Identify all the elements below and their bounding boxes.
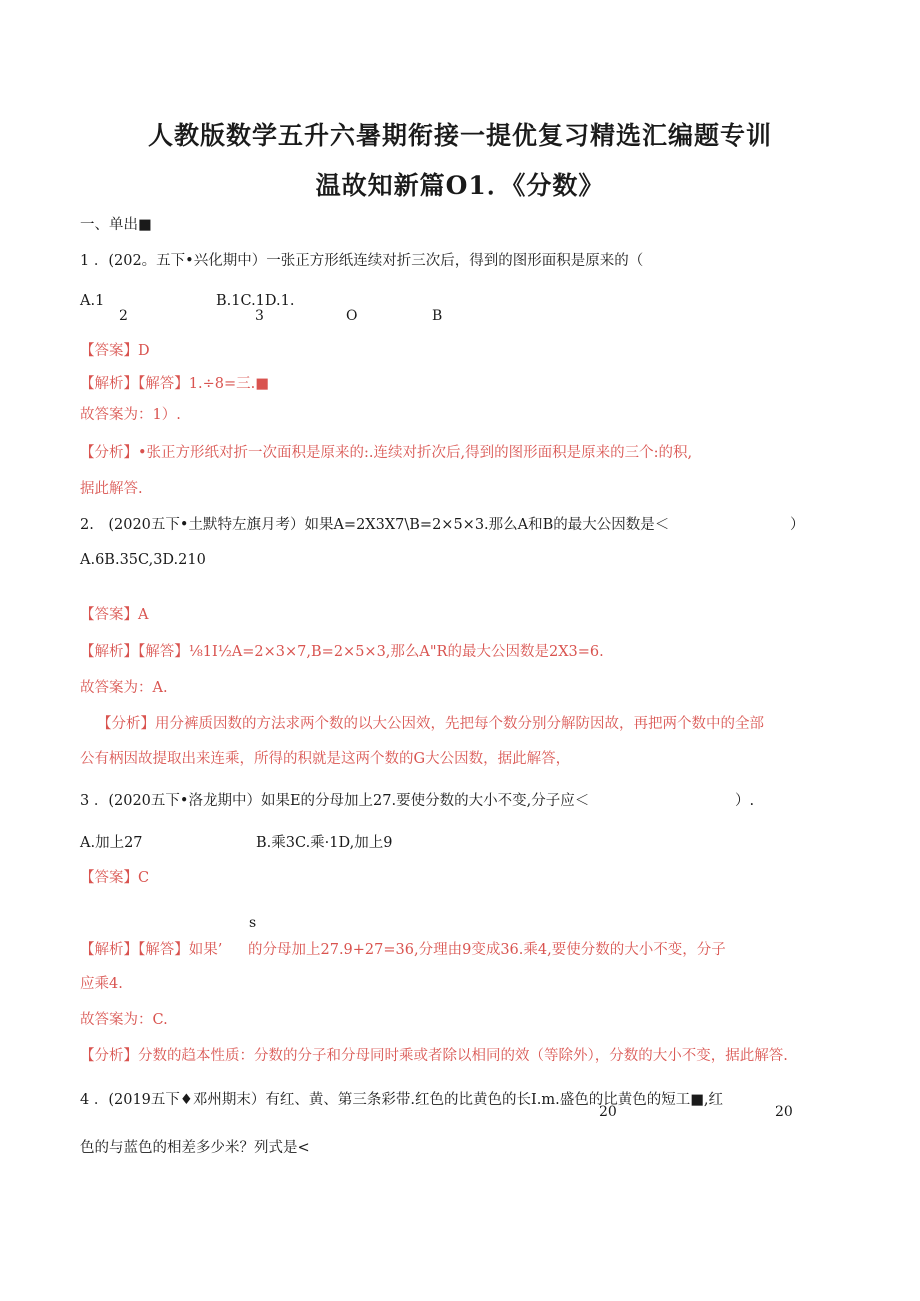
conclusion: 故答案为：C.	[80, 1012, 168, 1028]
answer-line	[80, 339, 150, 360]
fenxi-tag: 【分析】	[80, 1048, 138, 1064]
answer-line	[80, 866, 149, 887]
answer-tag: 【答案】	[80, 870, 138, 886]
option-a: A.加上27	[80, 835, 143, 851]
analysis-text: 1.÷8=三.■	[188, 376, 269, 392]
answer-value: D	[138, 343, 150, 359]
fenxi-text: 用分裤质因数的方法求两个数的以大公因效，先把每个数分别分解防因故，再把两个数中的全部	[155, 716, 764, 732]
question-stem: 4 ．(2019五下♦邓州期末）有红、黄、第三条彩带.红色的比黄色的长I.m.盛色的比黄色的短工■,红	[80, 1092, 724, 1108]
fenxi-line	[80, 1044, 788, 1065]
options-bcd: B.1C.1D.1.	[216, 293, 295, 309]
analysis-line	[80, 640, 604, 661]
options-bcd: B.乘3C.乘·1D,加上9	[256, 835, 393, 851]
section-heading: 一、单出■	[80, 217, 152, 233]
analysis-text-2: 的分母加上27.9+27=36,分理由9变成36.乘4,要使分数的大小不变，分子	[248, 942, 726, 958]
analysis-tag: 【解析】【解答】	[80, 644, 189, 660]
question-stem: 3 ．(2020五下•洛龙期中）如果E的分母加上27.要使分数的大小不变,分子应＜	[80, 793, 590, 809]
fraction-denominator: 20	[775, 1104, 793, 1120]
page-title: 人教版数学五升六暑期衔接一提优复习精选汇编题专训	[147, 121, 772, 150]
conclusion: 故答案为：A.	[80, 680, 168, 696]
answer-value: A	[138, 607, 149, 623]
answer-line	[80, 603, 148, 624]
fraction-denominator: 20	[599, 1104, 617, 1120]
question-stem-end: ）	[790, 517, 805, 533]
option-a: A.1	[80, 293, 105, 309]
fenxi-line	[97, 712, 764, 733]
question-stem: 1 ．(202。五下•兴化期中）一张正方形纸连续对折三次后，得到的图形面积是原来的（	[80, 253, 644, 269]
answer-tag: 【答案】	[80, 343, 138, 359]
page-subtitle: 温故知新篇O1．《分数》	[315, 171, 605, 200]
analysis-text-3: 应乘4.	[80, 976, 123, 992]
fenxi-line-2: 据此解答.	[80, 481, 143, 497]
fraction-denominator: B	[432, 308, 443, 324]
fenxi-tag: 【分析】	[80, 445, 138, 461]
answer-tag: 【答案】	[80, 607, 138, 623]
fraction-numerator: s	[249, 915, 257, 931]
analysis-line	[80, 938, 222, 959]
options: A.6B.35C,3D.210	[80, 552, 206, 568]
analysis-text: ⅛1I½A=2×3×7,B=2×5×3,那么A"R的最大公因数是2X3=6.	[188, 644, 604, 660]
fenxi-line-2: 公有柄因故提取出来连乘，所得的积就是这两个数的G大公因数，据此解答，	[80, 751, 571, 767]
analysis-line	[80, 372, 269, 393]
fenxi-tag: 【分析】	[97, 716, 155, 732]
fenxi-line	[80, 441, 692, 462]
question-stem-end: ）.	[735, 793, 755, 809]
fraction-denominator: 2	[119, 308, 128, 324]
fenxi-text: 分数的趋本性质：分数的分子和分母同时乘或者除以相同的效（等除外），分数的大小不变，据此解答.	[138, 1048, 788, 1064]
analysis-tag: 【解析】【解答】	[80, 376, 189, 392]
fenxi-text: •张正方形纸对折一次面积是原来的:.连续对折次后,得到的图形面积是原来的三个:的积,	[138, 445, 693, 461]
analysis-tag: 【解析】【解答】	[80, 942, 189, 958]
fraction-denominator: O	[346, 308, 358, 324]
question-stem: 2. (2020五下•土默特左旗月考）如果A=2X3X7\B=2×5×3.那么A和B的最大公因数是＜	[80, 517, 670, 533]
question-stem-2: 色的与蓝色的相差多少米？列式是<	[80, 1140, 310, 1156]
analysis-text: 如果’	[188, 942, 223, 958]
conclusion: 故答案为：1）.	[80, 407, 181, 423]
fraction-denominator: 3	[255, 308, 264, 324]
answer-value: C	[138, 870, 150, 886]
